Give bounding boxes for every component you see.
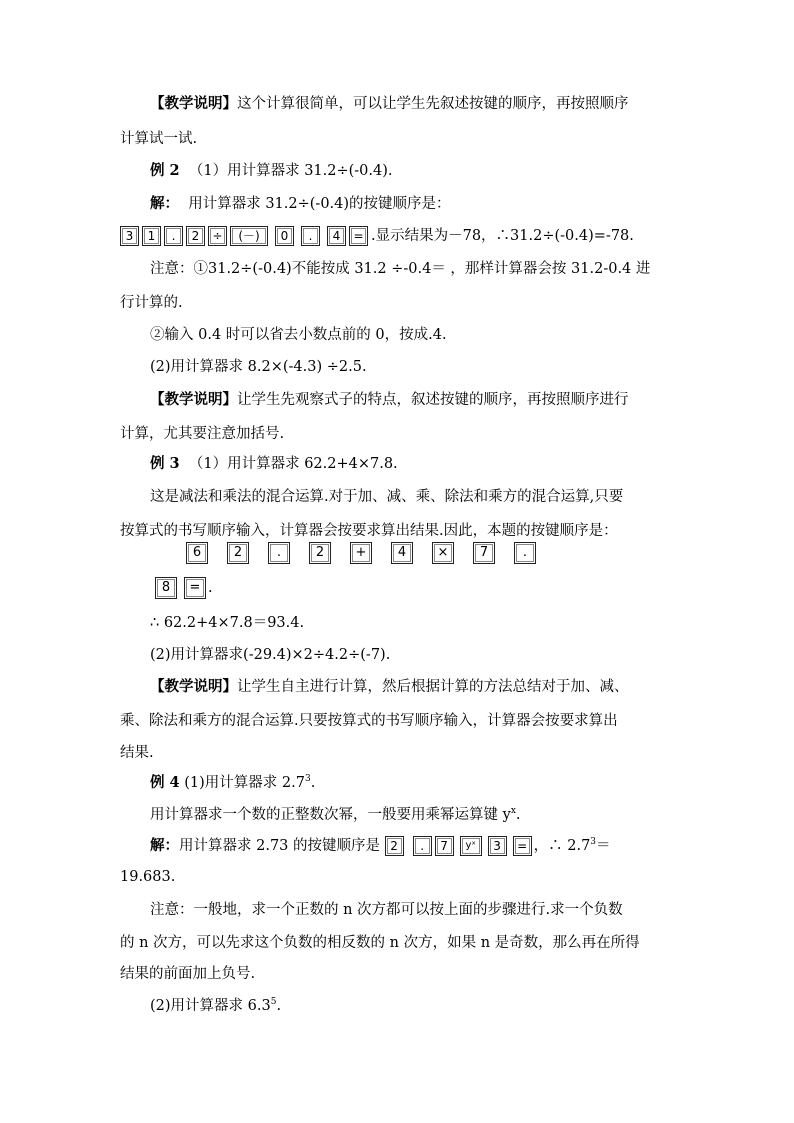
example-4-note-1: 注意：一般地，求一个正数的 n 次方都可以按上面的步骤进行.求一个负数 (150, 902, 623, 918)
example-4-text-1: 用计算器求一个数的正整数次幂，一般要用乘幂运算键 $y^x$. (150, 806, 521, 823)
calc-key: 0 (275, 226, 294, 246)
example-2-note-2: ②输入 0.4 时可以省去小数点前的 0，按成.4. (150, 327, 447, 343)
calc-key-equals: = (349, 226, 368, 246)
solution-label: 解： (150, 195, 179, 212)
example-3-key-row-2: 8 = . (155, 577, 213, 599)
example-4-solution: 解：用计算器求 2.73 的按键顺序是 2 . 7 yˣ 3 = ，∴ $2.7^3=$ (150, 837, 611, 854)
example-2-solution: 解： 用计算器求 31.2÷(-0.4)的按键顺序是： (150, 195, 451, 212)
calc-key: . (301, 226, 320, 246)
example-label: 例 2 (150, 162, 180, 179)
calc-key: 8 (155, 577, 177, 599)
calc-key: 2 (227, 542, 249, 564)
example-4-note-2: 的 n 次方，可以先求这个负数的相反数的 n 次方，如果 n 是奇数，那么再在所得 (120, 935, 640, 951)
example-2-note-1-cont: 行计算的. (120, 295, 183, 311)
calc-key: . (164, 226, 183, 246)
example-4-heading: 例 4 (1)用计算器求 $2.7^3$. (150, 774, 316, 791)
example-3-question-2: (2)用计算器求(-29.4)×2÷4.2÷(-7). (150, 647, 391, 663)
calc-key: . (268, 542, 290, 564)
calc-key: 2 (186, 226, 205, 246)
teaching-note-2-cont: 计算，尤其要注意加括号. (120, 426, 285, 442)
example-4-note-3: 结果的前面加上负号. (120, 966, 256, 982)
example-label: 例 3 (150, 455, 180, 472)
calc-key: 7 (473, 542, 495, 564)
calc-key: 2 (309, 542, 331, 564)
teaching-note-1: 【教学说明】这个计算很简单，可以让学生先叙述按键的顺序，再按照顺序 (150, 95, 629, 112)
calc-key: 4 (391, 542, 413, 564)
example-2-key-sequence (120, 226, 634, 246)
example-3-text-1: 这是减法和乘法的混合运算.对于加、减、乘、除法和乘方的混合运算,只要 (150, 489, 624, 505)
teaching-note-3-cont-1: 乘、除法和乘方的混合运算.只要按算式的书写顺序输入，计算器会按要求算出 (120, 713, 618, 729)
example-3-key-row-1 (186, 542, 555, 564)
calc-key: 7 (435, 836, 454, 856)
calc-key: . (413, 836, 432, 856)
calc-key-equals: = (513, 836, 532, 856)
calc-key: 3 (488, 836, 507, 856)
calc-key: 1 (142, 226, 161, 246)
teaching-note-tag: 【教学说明】 (150, 95, 237, 112)
teaching-note-2: 【教学说明】让学生先观察式子的特点，叙述按键的顺序，再按照顺序进行 (150, 391, 629, 408)
calc-key: ÷ (208, 226, 227, 246)
example-4-solution-cont: 19.683. (120, 869, 176, 885)
example-3-heading: 例 3 （1）用计算器求 62.2+4×7.8. (150, 455, 398, 472)
teaching-note-3-cont-2: 结果. (120, 745, 154, 761)
calc-key: × (432, 542, 454, 564)
solution-label: 解： (150, 837, 179, 854)
calc-key-power: yˣ (460, 836, 482, 856)
calc-key: 3 (120, 226, 139, 246)
example-label: 例 4 (150, 774, 180, 791)
calc-key: . (514, 542, 536, 564)
example-3-text-2: 按算式的书写顺序输入，计算器会按要求算出结果.因此，本题的按键顺序是： (120, 523, 618, 539)
example-3-answer: ∴ 62.2+4×7.8＝93.4. (150, 615, 305, 631)
example-2-note-1: 注意：①31.2÷(-0.4)不能按成 31.2 ÷-0.4＝ ，那样计算器会按 31.2-0.4 进 (150, 261, 651, 277)
calc-key: 4 (327, 226, 346, 246)
example-2-question-2: (2)用计算器求 8.2×(-4.3) ÷2.5. (150, 359, 367, 375)
teaching-note-tag: 【教学说明】 (150, 391, 237, 408)
example-4-question-2: (2)用计算器求 $6.3^5$. (150, 997, 282, 1014)
teaching-note-3: 【教学说明】让学生自主进行计算，然后根据计算的方法总结对于加、减、 (150, 678, 629, 695)
calc-key: 6 (186, 542, 208, 564)
example-2-result: .显示结果为－78，∴31.2÷(-0.4)=-78. (371, 228, 634, 244)
example-2-heading: 例 2 （1）用计算器求 31.2÷(-0.4). (150, 162, 393, 179)
calc-key: 2 (385, 836, 404, 856)
calc-key: + (350, 542, 372, 564)
calc-key-negative: (－) (230, 226, 268, 246)
teaching-note-tag: 【教学说明】 (150, 678, 237, 695)
calc-key-equals: = (184, 577, 206, 599)
teaching-note-1-cont: 计算试一试. (120, 131, 198, 147)
